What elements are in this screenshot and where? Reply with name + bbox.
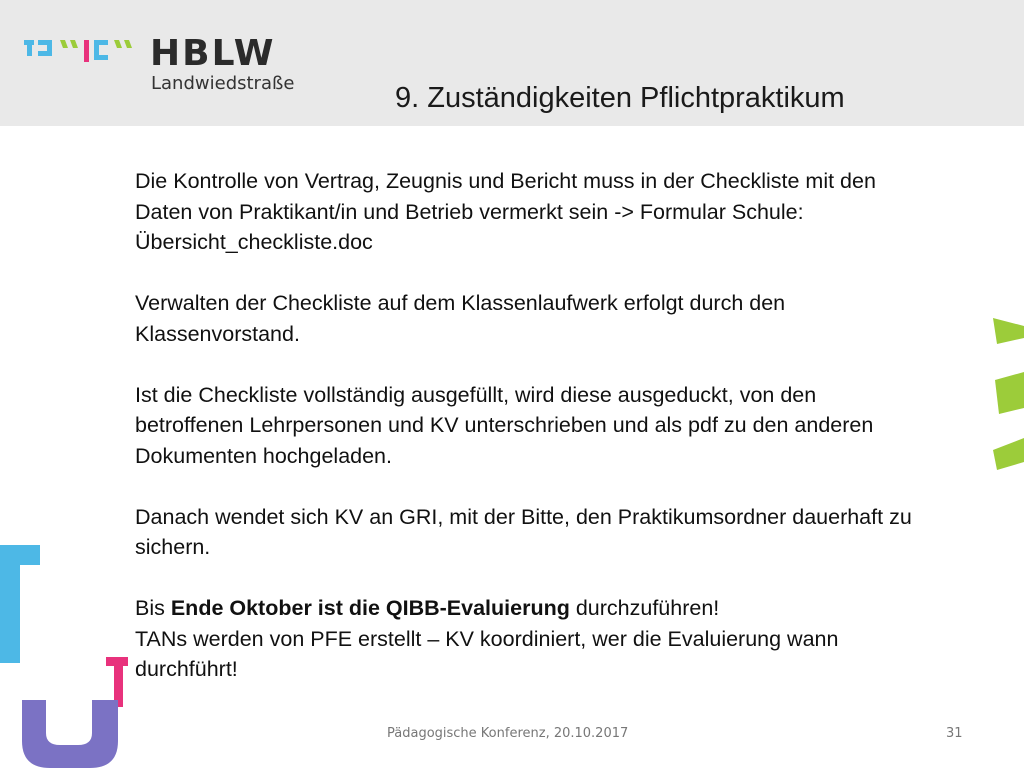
slide-body	[135, 166, 925, 685]
paragraph-2: Verwalten der Checkliste auf dem Klassenlaufwerk erfolgt durch den Klassenvorstand.	[135, 291, 786, 346]
paragraph-5-line2: TANs werden von PFE erstellt – KV koordiniert, wer die Evaluierung wann durchführt!	[135, 626, 839, 681]
page-number: 31	[946, 726, 963, 741]
logo-name: HBLW	[150, 33, 276, 74]
decorative-letters-right	[985, 310, 1024, 480]
paragraph-4: Danach wendet sich KV an GRI, mit der Bitte, den Praktikumsordner dauerhaft zu sichern.	[135, 504, 912, 559]
decorative-letters-left	[0, 545, 140, 768]
paragraph-5	[135, 593, 925, 685]
slide-title: 9. Zuständigkeiten Pflichtpraktikum	[395, 82, 845, 114]
paragraph-5-after: durchzuführen!	[569, 596, 720, 620]
paragraph-3: Ist die Checkliste vollständig ausgefüllt, wird diese ausgeduckt, von den betroffenen Lehrpersonen und KV unterschrieben und als pdf zu den anderen Dokumenten hochgeladen.	[135, 382, 874, 468]
logo-subtitle: Landwiedstraße	[151, 73, 295, 94]
paragraph-5-before: Bis	[135, 596, 171, 620]
paragraph-5-bold: Ende Oktober ist die QIBB-Evaluierung	[170, 596, 570, 620]
paragraph-1: Die Kontrolle von Vertrag, Zeugnis und Bericht muss in der Checkliste mit den Daten von Praktikant/in und Betrieb vermerkt sein -> Formular Schule: Übersicht_checkliste.doc	[135, 169, 876, 254]
footer-text: Pädagogische Konferenz, 20.10.2017	[387, 726, 629, 741]
hblw-logo-icon	[24, 38, 134, 68]
